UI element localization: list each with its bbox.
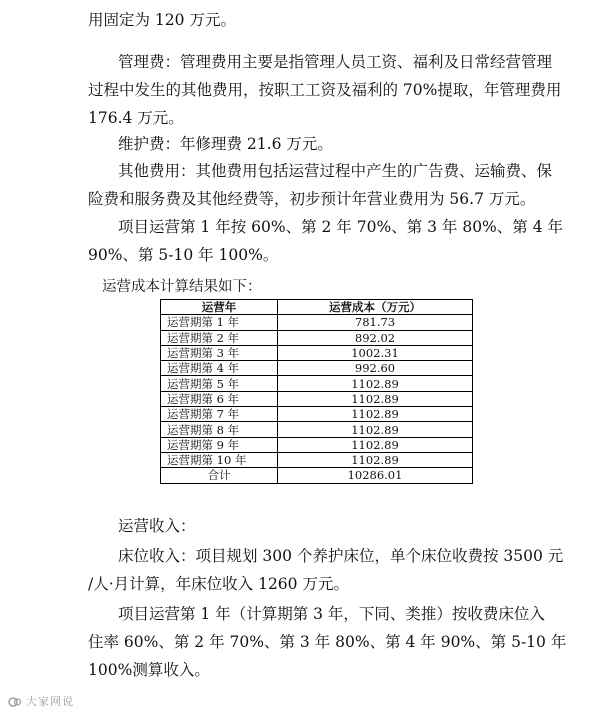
table-cell-cost: 1102.89 <box>278 376 473 391</box>
table-cell-cost: 1002.31 <box>278 345 473 360</box>
table-cell-cost: 892.02 <box>278 330 473 345</box>
paragraph-maintenance-fee <box>88 130 528 158</box>
table-cell-year: 运营期第 10 年 <box>161 452 278 467</box>
table-cell-total-label: 合计 <box>161 468 278 483</box>
text-line: 项目运营第 1 年按 60%、第 2 年 70%、第 3 年 80%、第 4 年 <box>118 218 563 236</box>
paragraph-fixed-cost <box>88 6 528 34</box>
text-line: 维护费：年修理费 21.6 万元。 <box>118 135 333 153</box>
table-cell-cost: 1102.89 <box>278 422 473 437</box>
paragraph-operation-rates <box>88 213 563 269</box>
column-header-year: 运营年 <box>161 300 278 315</box>
paragraph-cost-results-intro <box>88 273 528 301</box>
text-line: 用固定为 120 万元。 <box>88 11 236 29</box>
column-header-cost: 运营成本（万元） <box>278 300 473 315</box>
table-cell-cost: 1102.89 <box>278 407 473 422</box>
table-total-row <box>161 468 473 483</box>
table-cell-year: 运营期第 3 年 <box>161 345 278 360</box>
table-row <box>161 345 473 360</box>
text-line: 其他费用：其他费用包括运营过程中产生的广告费、运输费、保 <box>118 162 553 180</box>
table-cell-year: 运营期第 2 年 <box>161 330 278 345</box>
table-row <box>161 437 473 452</box>
table-cell-year: 运营期第 6 年 <box>161 391 278 406</box>
paragraph-management-fee <box>88 48 562 132</box>
text-line: 运营成本计算结果如下： <box>102 279 262 295</box>
operating-cost-table <box>160 299 473 484</box>
table-cell-year: 运营期第 4 年 <box>161 361 278 376</box>
text-line: 项目运营第 1 年（计算期第 3 年，下同、类推）按收费床位入 <box>118 605 545 623</box>
table-cell-cost: 992.60 <box>278 361 473 376</box>
text-line: /人·月计算，年床位收入 1260 万元。 <box>88 575 349 593</box>
text-line: 运营收入： <box>118 517 196 535</box>
paragraph-bed-revenue <box>88 542 564 598</box>
text-line: 100%测算收入。 <box>88 661 210 679</box>
watermark <box>8 693 74 709</box>
text-line: 90%、第 5-10 年 100%。 <box>88 246 279 264</box>
watermark-logo-icon <box>8 696 22 708</box>
table-header-row <box>161 300 473 315</box>
table-cell-year: 运营期第 9 年 <box>161 437 278 452</box>
table-cell-year: 运营期第 8 年 <box>161 422 278 437</box>
text-line: 176.4 万元。 <box>88 109 184 127</box>
table-cell-cost: 1102.89 <box>278 452 473 467</box>
table-row <box>161 330 473 345</box>
paragraph-operating-revenue-heading <box>88 512 528 540</box>
paragraph-other-fees <box>88 157 553 213</box>
table-cell-cost: 1102.89 <box>278 391 473 406</box>
table-cell-year: 运营期第 7 年 <box>161 407 278 422</box>
text-line: 过程中发生的其他费用，按职工工资及福利的 70%提取，年管理费用 <box>88 81 562 99</box>
table-cell-year: 运营期第 5 年 <box>161 376 278 391</box>
table-row <box>161 361 473 376</box>
text-line: 床位收入：项目规划 300 个养护床位，单个床位收费按 3500 元 <box>118 547 564 565</box>
table-row <box>161 391 473 406</box>
table-row <box>161 407 473 422</box>
table-cell-total-value: 10286.01 <box>278 468 473 483</box>
table-cell-cost: 1102.89 <box>278 437 473 452</box>
table-row <box>161 376 473 391</box>
table-row <box>161 422 473 437</box>
text-line: 住率 60%、第 2 年 70%、第 3 年 80%、第 4 年 90%、第 5-10 年 <box>88 633 567 651</box>
table-row <box>161 452 473 467</box>
table-row <box>161 315 473 330</box>
table-cell-year: 运营期第 1 年 <box>161 315 278 330</box>
watermark-text: 大家网说 <box>26 695 74 708</box>
text-line: 管理费：管理费用主要是指管理人员工资、福利及日常经营管理 <box>118 53 553 71</box>
paragraph-occupancy-rates <box>88 600 567 684</box>
text-line: 险费和服务费及其他经费等，初步预计年营业费用为 56.7 万元。 <box>88 190 536 208</box>
table-cell-cost: 781.73 <box>278 315 473 330</box>
